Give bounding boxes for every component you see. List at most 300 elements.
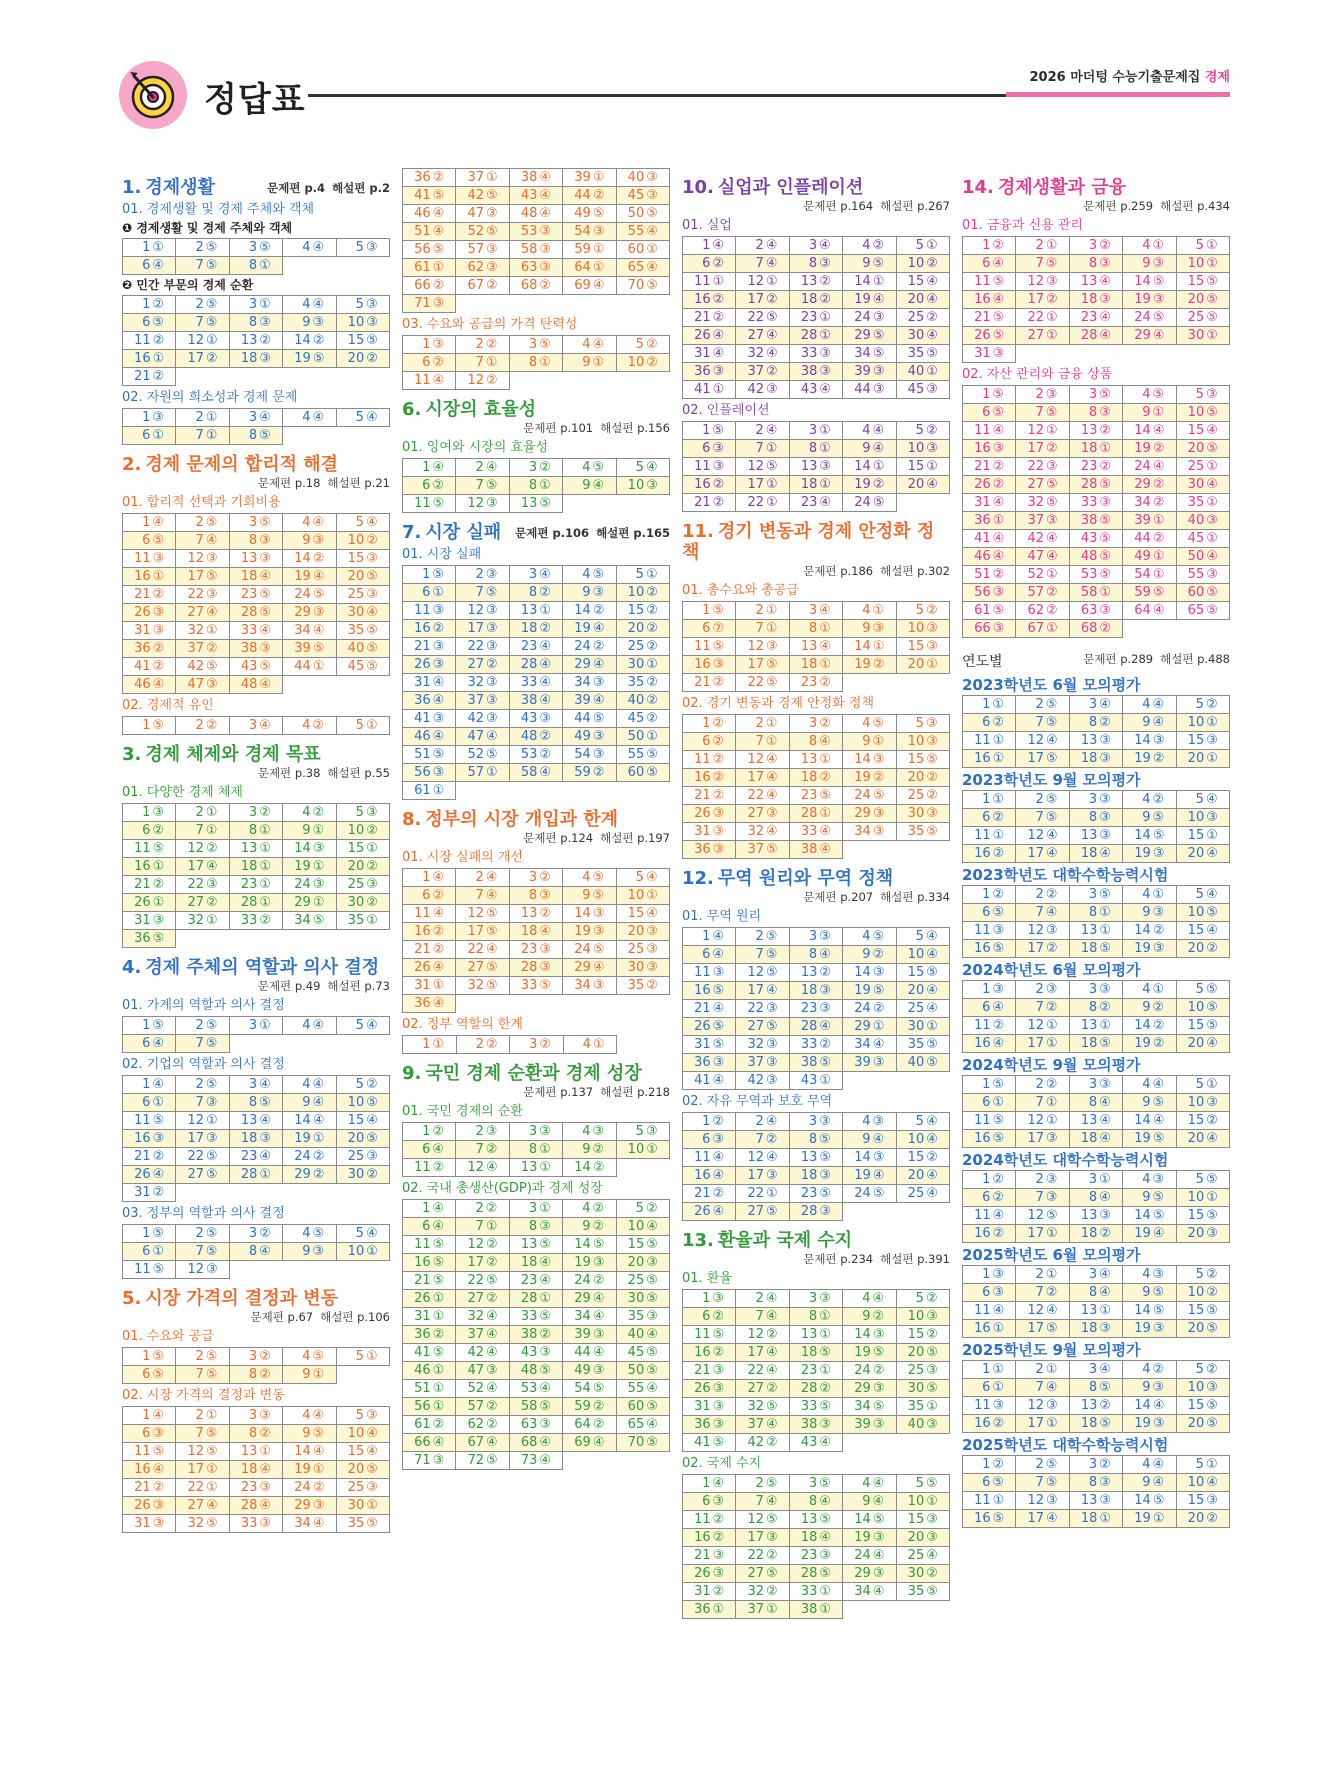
question-number: 4	[862, 1290, 871, 1306]
answer-choice: ④	[1046, 530, 1058, 546]
answer-choice: ③	[1206, 1492, 1218, 1508]
answer-row	[963, 476, 1230, 494]
answer-cell	[456, 1416, 509, 1434]
answer-choice: ②	[485, 1141, 498, 1157]
answer-cell	[403, 941, 456, 959]
answer-cell	[456, 354, 509, 372]
answer-choice: ④	[819, 841, 832, 857]
answer-cell	[283, 1017, 336, 1035]
answer-choice: ③	[259, 1515, 272, 1531]
question-number: 3	[528, 1123, 538, 1139]
question-number: 15	[1187, 922, 1205, 938]
question-number: 36	[694, 363, 711, 379]
answer-choice: ②	[485, 1200, 498, 1216]
answer-choice: ③	[872, 823, 885, 839]
question-number: 7	[755, 946, 764, 962]
answer-choice: ③	[926, 1511, 938, 1527]
answer-choice: ⑤	[1206, 999, 1218, 1015]
question-number: 22	[187, 1148, 205, 1164]
answer-choice: ⑤	[205, 514, 218, 530]
answer-choice: ⑤	[1206, 1302, 1218, 1318]
answer-cell	[123, 1148, 176, 1166]
answer-cell	[403, 1326, 456, 1344]
answer-choice: ④	[819, 494, 832, 510]
question-number: 4	[862, 715, 871, 731]
answer-choice: ①	[872, 458, 885, 474]
question-number: 13	[1080, 1207, 1098, 1223]
chapter-title	[682, 521, 950, 563]
answer-cell	[509, 602, 562, 620]
question-number: 17	[747, 476, 765, 492]
question-number: 6	[982, 1379, 991, 1395]
answer-cell	[616, 584, 669, 602]
question-number: 19	[854, 1529, 871, 1545]
question-number: 11	[694, 638, 711, 654]
answer-cell	[1016, 732, 1069, 750]
answer-choice: ⑤	[712, 1018, 725, 1034]
answer-choice: ①	[206, 1479, 218, 1495]
question-number: 11	[974, 922, 991, 938]
answer-choice: ②	[1152, 922, 1165, 938]
answer-choice: ⑤	[766, 1203, 778, 1219]
answer-row	[123, 409, 390, 427]
answer-choice: ②	[486, 372, 498, 388]
answer-choice: ⑤	[819, 1149, 832, 1165]
answer-cell	[509, 887, 562, 905]
answer-choice: ④	[992, 422, 1005, 438]
answer-cell	[176, 1225, 229, 1243]
answer-choice: ⑤	[712, 422, 725, 438]
answer-choice: ⑤	[205, 1017, 218, 1033]
answer-choice: ⑤	[205, 1225, 218, 1241]
question-number: 4	[302, 1225, 311, 1241]
question-number: 15	[1187, 422, 1205, 438]
answer-cell	[563, 1200, 616, 1218]
answer-cell	[1123, 1361, 1176, 1379]
answer-cell	[456, 674, 509, 692]
section-title: 01. 합리적 선택과 기회비용	[122, 495, 281, 510]
section-title: 02. 국내 총생산(GDP)과 경제 성장	[402, 1181, 603, 1196]
answer-cell	[843, 363, 896, 381]
answer-choice: ②	[926, 255, 938, 271]
answer-choice: ④	[765, 1290, 778, 1306]
answer-cell	[456, 372, 509, 390]
answer-choice: ⑤	[205, 1425, 218, 1441]
answer-choice: ④	[152, 1166, 165, 1182]
question-number: 30	[907, 1380, 925, 1396]
question-number: 41	[694, 1434, 711, 1450]
answer-row	[683, 1547, 950, 1565]
answer-cell	[789, 1398, 842, 1416]
chapter-title	[122, 744, 390, 765]
answer-choice: ③	[485, 1123, 498, 1139]
question-number: 2	[475, 1036, 484, 1052]
answer-cell	[336, 622, 389, 640]
answer-choice: ④	[592, 1290, 605, 1306]
question-number: 7	[1035, 904, 1044, 920]
answer-cell	[229, 409, 282, 427]
answer-cell	[616, 1398, 669, 1416]
answer-choice: ④	[819, 733, 831, 749]
answer-choice: ⑤	[205, 314, 218, 330]
question-number: 69	[574, 1434, 591, 1450]
answer-cell	[563, 223, 616, 241]
answer-cell	[229, 894, 282, 912]
answer-cell	[1016, 476, 1069, 494]
question-number: 7	[755, 440, 764, 456]
answer-cell	[123, 1094, 176, 1112]
answer-choice: ①	[1152, 512, 1165, 528]
question-number: 3	[808, 1475, 818, 1491]
answer-page: 해설편 p.106	[320, 1310, 390, 1324]
answer-choice: ④	[1045, 904, 1058, 920]
answer-cell	[509, 728, 562, 746]
question-number: 41	[134, 658, 151, 674]
answer-choice: ②	[926, 309, 938, 325]
answer-cell	[123, 1515, 176, 1533]
question-number: 26	[694, 1565, 711, 1581]
answer-cell	[336, 676, 389, 694]
answer-choice: ③	[1046, 458, 1058, 474]
answer-cell	[509, 941, 562, 959]
answer-choice: ⑤	[312, 1425, 325, 1441]
answer-cell	[176, 514, 229, 532]
question-number: 4	[302, 804, 311, 820]
answer-choice: ④	[539, 656, 552, 672]
answer-cell	[616, 656, 669, 674]
answer-cell	[683, 1167, 736, 1185]
answer-choice: ④	[432, 905, 445, 921]
section-title: 02. 정부 역할의 한계	[402, 1017, 523, 1032]
answer-cell	[1016, 809, 1069, 827]
question-number: 31	[694, 345, 711, 361]
answer-cell	[963, 422, 1016, 440]
answer-choice: ③	[712, 1547, 725, 1563]
answer-choice: ②	[1045, 1076, 1058, 1092]
question-number: 3	[529, 1036, 538, 1052]
answer-choice: ②	[872, 656, 885, 672]
answer-cell	[509, 995, 562, 1013]
answer-choice: ④	[766, 823, 778, 839]
question-number: 35	[907, 1583, 925, 1599]
answer-choice: ②	[766, 291, 778, 307]
answer-row	[683, 1149, 950, 1167]
answer-cell	[963, 458, 1016, 476]
question-number: 40	[627, 692, 645, 708]
question-number: 20	[347, 568, 365, 584]
answer-choice: ①	[206, 1461, 218, 1477]
question-number: 19	[1134, 750, 1151, 766]
answer-cell	[683, 1036, 736, 1054]
question-number: 19	[574, 923, 591, 939]
answer-choice: ④	[312, 1017, 325, 1033]
question-number: 6	[702, 946, 711, 962]
answer-choice: ①	[312, 894, 325, 910]
answer-cell	[843, 1547, 896, 1565]
question-number: 9	[582, 1218, 591, 1234]
answer-grid	[962, 1265, 1230, 1338]
answer-choice: ①	[872, 273, 885, 289]
question-number: 48	[520, 205, 538, 221]
answer-choice: ②	[206, 640, 218, 656]
question-number: 12	[467, 602, 485, 618]
answer-cell	[616, 1123, 669, 1141]
answer-cell	[563, 1434, 616, 1452]
question-number: 22	[747, 674, 765, 690]
answer-choice: ④	[1205, 886, 1218, 902]
answer-cell	[336, 1076, 389, 1094]
question-number: 17	[1027, 1415, 1045, 1431]
question-number: 50	[627, 1362, 645, 1378]
question-number: 6	[142, 1425, 151, 1441]
answer-cell	[736, 1036, 789, 1054]
question-number: 4	[1142, 886, 1151, 902]
answer-row	[683, 823, 950, 841]
answer-choice: ①	[152, 1094, 165, 1110]
answer-choice: ⑤	[992, 309, 1005, 325]
answer-cell	[336, 532, 389, 550]
question-number: 8	[1088, 1189, 1098, 1205]
answer-choice: ⑤	[992, 940, 1005, 956]
answer-cell	[123, 894, 176, 912]
answer-row	[963, 422, 1230, 440]
question-number: 12	[1027, 1017, 1045, 1033]
answer-choice: ⑤	[1152, 1094, 1165, 1110]
answer-choice: ③	[152, 550, 165, 566]
chapter-name: 시장 실패	[425, 522, 502, 543]
question-number: 26	[694, 327, 711, 343]
answer-cell	[123, 1035, 176, 1053]
answer-choice: ③	[1206, 512, 1218, 528]
question-number: 27	[747, 1018, 765, 1034]
answer-page: 해설편 p.2	[332, 181, 390, 195]
answer-choice: ①	[819, 476, 832, 492]
question-number: 6	[142, 1094, 151, 1110]
answer-cell	[176, 532, 229, 550]
answer-choice: ①	[152, 858, 165, 874]
answer-choice: ①	[365, 1348, 378, 1364]
answer-cell	[843, 1344, 896, 1362]
answer-cell	[456, 259, 509, 277]
question-number: 22	[1027, 309, 1045, 325]
answer-row	[963, 791, 1230, 809]
answer-cell	[336, 1166, 389, 1184]
question-number: 26	[694, 1018, 711, 1034]
question-number: 38	[800, 363, 818, 379]
section-title: 01. 무역 원리	[682, 909, 762, 924]
answer-choice: ⑤	[872, 1398, 885, 1414]
question-number: 66	[414, 1434, 431, 1450]
answer-cell	[1069, 602, 1122, 620]
answer-choice: ④	[766, 751, 778, 767]
question-number: 14	[854, 1511, 871, 1527]
question-number: 68	[520, 1434, 538, 1450]
answer-choice: ③	[1045, 1189, 1058, 1205]
answer-choice: ⑤	[432, 1254, 445, 1270]
answer-cell	[1069, 386, 1122, 404]
answer-cell	[789, 1203, 842, 1221]
question-number: 15	[1187, 273, 1205, 289]
answer-cell	[123, 1348, 176, 1366]
answer-row	[123, 1515, 390, 1533]
question-number: 52	[467, 223, 485, 239]
answer-cell	[1123, 886, 1176, 904]
answer-row	[683, 476, 950, 494]
question-number: 3	[528, 566, 538, 582]
answer-cell	[683, 440, 736, 458]
question-number: 21	[974, 309, 991, 325]
question-number: 48	[1080, 548, 1098, 564]
answer-choice: ⑤	[1206, 291, 1218, 307]
answer-cell	[617, 1036, 671, 1054]
answer-cell	[843, 1000, 896, 1018]
answer-row	[683, 1601, 950, 1619]
answer-cell	[1016, 922, 1069, 940]
answer-cell	[683, 715, 736, 733]
question-number: 35	[627, 1308, 645, 1324]
answer-cell	[616, 354, 669, 372]
answer-cell	[283, 586, 336, 604]
question-number: 24	[574, 638, 591, 654]
answer-cell	[403, 905, 456, 923]
answer-choice: ②	[592, 638, 605, 654]
question-number: 25	[907, 1362, 925, 1378]
answer-row	[403, 1159, 670, 1177]
answer-choice: ①	[872, 638, 885, 654]
answer-cell	[176, 427, 229, 445]
answer-cell	[456, 1290, 509, 1308]
question-number: 17	[1027, 845, 1045, 861]
answer-cell	[736, 1203, 789, 1221]
answer-choice: ②	[1045, 886, 1058, 902]
question-number: 36	[694, 1054, 711, 1070]
answer-cell	[736, 964, 789, 982]
question-number: 6	[142, 1366, 151, 1382]
question-number: 5	[915, 1475, 924, 1491]
answer-choice: ①	[1099, 584, 1112, 600]
answer-row	[683, 769, 950, 787]
answer-choice: ③	[432, 336, 445, 352]
answer-choice: ⑤	[712, 982, 725, 998]
answer-cell	[509, 1290, 562, 1308]
answer-row	[123, 804, 390, 822]
answer-cell	[563, 602, 616, 620]
answer-choice: ②	[206, 894, 218, 910]
answer-cell	[336, 368, 389, 386]
answer-choice: ①	[766, 494, 778, 510]
answer-cell	[403, 782, 456, 800]
answer-choice: ④	[766, 1149, 778, 1165]
question-number: 55	[627, 746, 645, 762]
answer-cell	[1176, 1035, 1229, 1053]
question-number: 9	[1142, 404, 1151, 420]
answer-cell	[1016, 1302, 1069, 1320]
answer-choice: ⑤	[592, 710, 605, 726]
question-number: 4	[302, 1348, 311, 1364]
answer-cell	[616, 277, 669, 295]
answer-choice: ④	[592, 959, 605, 975]
answer-choice: ③	[872, 309, 885, 325]
answer-cell	[336, 658, 389, 676]
answer-cell	[736, 273, 789, 291]
question-number: 37	[467, 169, 485, 185]
page-reference	[682, 199, 950, 214]
question-number: 44	[574, 1344, 591, 1360]
answer-cell	[963, 1225, 1016, 1243]
question-number: 53	[1080, 566, 1098, 582]
question-number: 24	[854, 787, 871, 803]
question-number: 31	[694, 1036, 711, 1052]
answer-choice: ③	[486, 495, 498, 511]
answer-cell	[1123, 620, 1176, 638]
chapter-number: 4.	[122, 957, 142, 978]
answer-choice: ④	[365, 514, 378, 530]
answer-choice: ③	[1046, 1492, 1058, 1508]
answer-cell	[403, 295, 456, 313]
answer-choice: ①	[646, 241, 658, 257]
answer-row	[963, 904, 1230, 922]
answer-cell	[1016, 1094, 1069, 1112]
question-number: 6	[422, 584, 431, 600]
answer-cell	[736, 1018, 789, 1036]
answer-choice: ⑤	[926, 823, 938, 839]
question-number: 33	[800, 823, 818, 839]
question-number: 1	[982, 696, 991, 712]
answer-choice: ③	[1206, 566, 1218, 582]
answer-cell	[1123, 845, 1176, 863]
answer-cell	[456, 295, 509, 313]
question-number: 14	[854, 1326, 871, 1342]
chapter-title	[402, 1063, 670, 1084]
question-number: 4	[582, 1200, 591, 1216]
question-number: 20	[1187, 1510, 1205, 1526]
answer-cell	[843, 440, 896, 458]
question-number: 21	[414, 1272, 431, 1288]
answer-cell	[1176, 386, 1229, 404]
question-number: 29	[294, 894, 311, 910]
question-number: 26	[134, 894, 151, 910]
question-number: 2	[195, 1076, 204, 1092]
answer-cell	[1176, 512, 1229, 530]
question-number: 25	[347, 1479, 365, 1495]
question-number: 3	[1088, 696, 1098, 712]
answer-choice: ①	[432, 1036, 445, 1052]
answer-choice: ③	[432, 1452, 445, 1468]
answer-choice: ⑤	[206, 1515, 218, 1531]
answer-choice: ③	[1152, 940, 1165, 956]
answer-choice: ④	[819, 1018, 832, 1034]
answer-choice: ③	[766, 1167, 778, 1183]
question-number: 31	[974, 494, 991, 510]
answer-choice: ②	[712, 255, 725, 271]
answer-choice: ③	[152, 1497, 165, 1513]
question-number: 20	[347, 858, 365, 874]
answer-cell	[563, 277, 616, 295]
answer-row	[403, 1398, 670, 1416]
answer-choice: ④	[1206, 1474, 1218, 1490]
answer-row	[963, 827, 1230, 845]
answer-cell	[896, 1547, 949, 1565]
answer-cell	[336, 1261, 389, 1279]
answer-choice: ③	[819, 1290, 831, 1306]
answer-choice: ②	[485, 1036, 498, 1052]
question-number: 16	[694, 1344, 711, 1360]
answer-cell	[403, 1362, 456, 1380]
answer-row	[403, 372, 670, 390]
answer-cell	[736, 363, 789, 381]
answer-cell	[1069, 1456, 1122, 1474]
answer-cell	[456, 1398, 509, 1416]
